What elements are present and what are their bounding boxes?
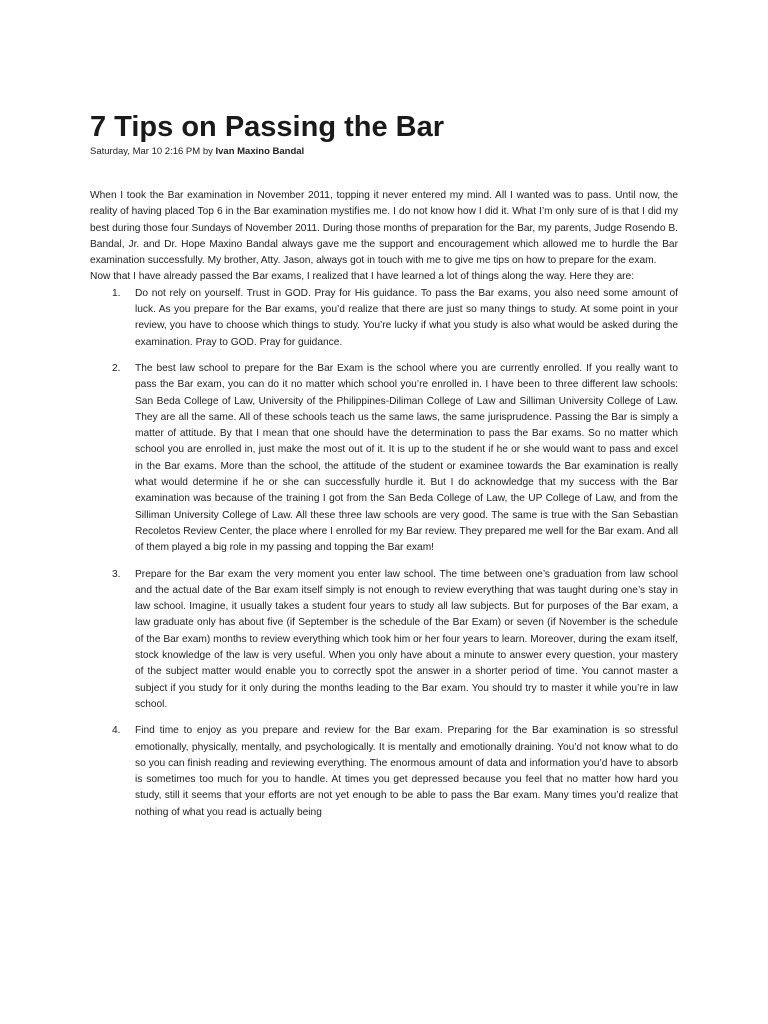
author-name[interactable]: Ivan Maxino Bandal bbox=[215, 146, 305, 157]
tips-list bbox=[90, 286, 678, 821]
post-date: Saturday, Mar 10 2:16 PM by bbox=[90, 146, 216, 157]
list-item-text: The best law school to prepare for the Bar Exam is the school where you are currently enrolled. If you really want to pass the Bar exam, you can do it no matter which school you’re enrolled in. I have been to three different law schools: San Beda College of Law, University of the Philippines-Diliman College of Law and Silliman University College of Law. They are all the same. All of these schools teach us the same laws, the same jurisprudence. Passing the Bar is simply a matter of attitude. By that I mean that one should have the determination to pass the Bar exams. So no matter which school you are enrolled in, just make the most out of it. It is up to the student if he or she would want to pass and excel in the Bar exams. More than the school, the attitude of the student or examinee towards the Bar examination is really what would determine if he or she can successfully hurdle it. But I do acknowledge that my success with the Bar examination was because of the training I got from the San Beda College of Law, the UP College of Law, and from the Silliman University College of Law. All these three law schools are very good. The same is true with the San Sebastian Recoletos Review Center, the place where I enrolled for my Bar review. They prepared me well for the Bar exam. And all of them played a big role in my passing and topping the Bar exam! bbox=[135, 362, 678, 554]
list-item bbox=[90, 723, 678, 821]
list-item-text: Prepare for the Bar exam the very moment you enter law school. The time between one’s graduation from law school and the actual date of the Bar exam itself simply is not enough to review everything that was taught during one’s stay in law school. Imagine, it usually takes a student four years to study all law subjects. But for purposes of the Bar exam, a law graduate only has about five (if September is the schedule of the Bar Exam) or seven (if November is the schedule of the Bar exam) months to review everything which took him or her four years to learn. Moreover, during the exam itself, stock knowledge of the law is very useful. When you only have about a minute to answer every question, your mastery of the subject matter would enable you to correctly spot the answer in a shorter period of time. You cannot master a subject if you study for it only during the months leading to the Bar exam. You should try to master it while you’re in law school. bbox=[135, 568, 679, 710]
byline bbox=[90, 145, 678, 158]
list-item-text: Find time to enjoy as you prepare and review for the Bar exam. Preparing for the Bar examination is so stressful emotionally, physically, mentally, and psychologically. It is mentally and emotionally draining. You’d not know what to do so you can finish reading and reviewing everything. The enormous amount of data and information you’d have to absorb is sometimes too much for you to handle. At times you get depressed because you feel that no matter how hard you study, still it seems that your efforts are not yet enough to be able to pass the Bar exam. Many times you’d realize that nothing of what you read is actually being bbox=[135, 725, 678, 818]
list-item bbox=[90, 286, 678, 351]
list-number: 4. bbox=[112, 725, 121, 737]
list-item bbox=[90, 567, 678, 714]
list-number: 3. bbox=[112, 568, 121, 580]
list-number: 1. bbox=[112, 287, 121, 299]
list-item-text: Do not rely on yourself. Trust in GOD. Pray for His guidance. To pass the Bar exams, you also need some amount of luck. As you prepare for the Bar exams, you’d realize that there are just so many things to study. At some point in your review, you have to choose which things to study. You’re lucky if what you study is also what would be asked during the examination. Pray to GOD. Pray for guidance. bbox=[135, 287, 678, 348]
article-body bbox=[90, 188, 678, 821]
list-item bbox=[90, 361, 678, 557]
list-number: 2. bbox=[112, 362, 121, 374]
article bbox=[90, 110, 678, 831]
lead-paragraph: Now that I have already passed the Bar exams, I realized that I have learned a lot of things along the way. Here they are: bbox=[90, 271, 635, 283]
article-title: 7 Tips on Passing the Bar bbox=[90, 111, 445, 143]
intro-paragraph: When I took the Bar examination in November 2011, topping it never entered my mind. All I wanted was to pass. Until now, the reality of having placed Top 6 in the Bar examination mystifies me. I do not know how I did it. What I’m only sure of is that I did my best during those four Sundays of November 2011. During those months of preparation for the Bar, my parents, Judge Rosendo B. Bandal, Jr. and Dr. Hope Maxino Bandal always gave me the support and encouragement which allowed me to hurdle the Bar examination successfully. My brother, Atty. Jason, always got in touch with me to give me tips on how to prepare for the exam. bbox=[90, 190, 678, 267]
